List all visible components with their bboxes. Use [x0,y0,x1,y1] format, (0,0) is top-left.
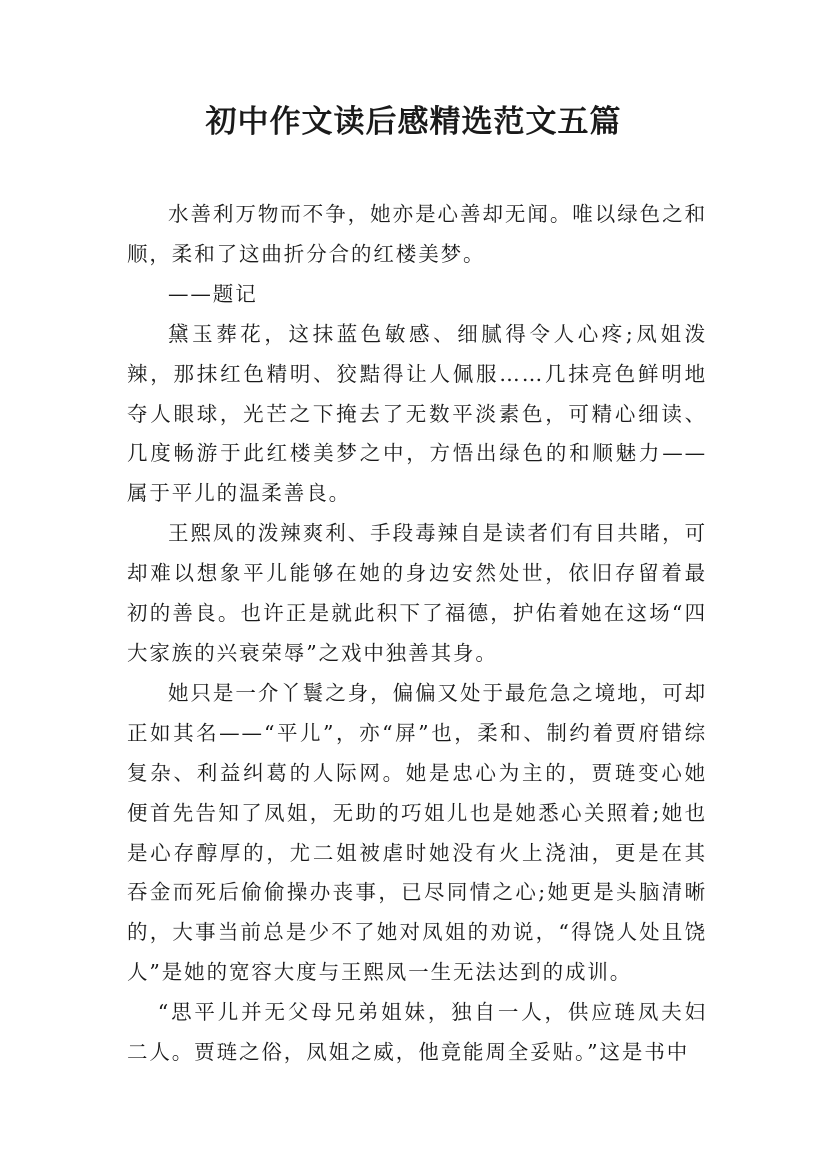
epigraph-paragraph: 水善利万物而不争，她亦是心善却无闻。唯以绿色之和顺，柔和了这曲折分合的红楼美梦。 [127,202,707,266]
body-paragraph: 黛玉葬花，这抹蓝色敏感、细腻得令人心疼;凤姐泼辣，那抹红色精明、狡黠得让人佩服……几抹亮色鲜明地夺人眼球，光芒之下掩去了无数平淡素色，可精心细读、几度畅游于此红楼美梦之中，方悟出绿色的和顺魅力——属于平儿的温柔善良。 [127,321,707,506]
epigraph-signature: ——题记 [168,281,258,306]
body-paragraph: 她只是一介丫鬟之身，偏偏又处于最危急之境地，可却正如其名——“平儿”，亦“屏”也，柔和、制约着贾府错综复杂、利益纠葛的人际网。她是忠心为主的，贾琏变心她便首先告知了凤姐，无助的巧姐儿也是她悉心关照着;她也是心存醇厚的，尤二姐被虐时她没有火上浇油，更是在其吞金而死后偷偷操办丧事，已尽同情之心;她更是头脑清晰的，大事当前总是少不了她对凤姐的劝说，“得饶人处且饶人”是她的宽容大度与王熙凤一生无法达到的成训。 [127,680,707,985]
document-title: 初中作文读后感精选范文五篇 [205,104,622,140]
document-body [127,195,707,1073]
body-paragraph: 王熙凤的泼辣爽利、手段毒辣自是读者们有目共睹，可却难以想象平儿能够在她的身边安然处世，依旧存留着最初的善良。也许正是就此积下了福德，护佑着她在这场“四大家族的兴衰荣辱”之戏中独善其身。 [127,521,707,665]
body-paragraph: “思平儿并无父母兄弟姐妹，独自一人，供应琏凤夫妇二人。贾琏之俗，凤姐之威，他竟能周全妥贴。”这是书中 [127,1000,707,1065]
